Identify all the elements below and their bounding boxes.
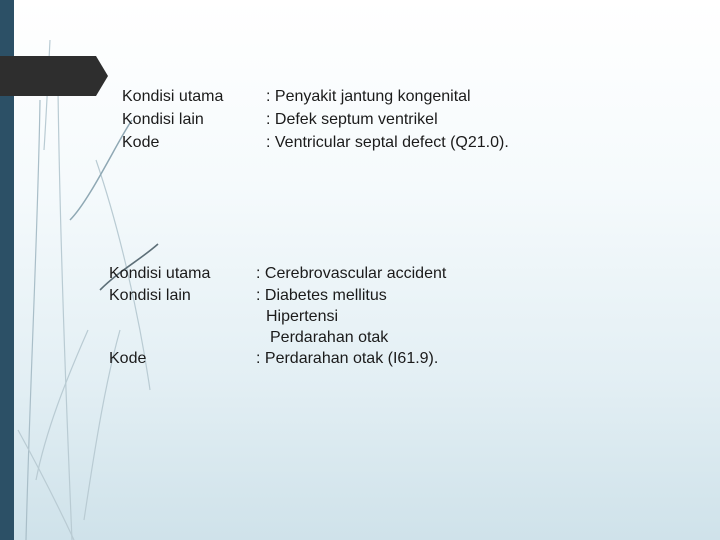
block2-label-other: Kondisi lain: [109, 287, 191, 304]
block1-label-other: Kondisi lain: [122, 111, 204, 128]
block1-value-other: : Defek septum ventrikel: [266, 111, 438, 128]
block1-label-code: Kode: [122, 134, 160, 151]
block1-value-code: : Ventricular septal defect (Q21.0).: [266, 134, 509, 151]
block2-value-main: : Cerebrovascular accident: [256, 265, 447, 282]
block2-value-other-3: Perdarahan otak: [270, 329, 389, 346]
block2-label-main: Kondisi utama: [109, 265, 211, 282]
block2-label-code: Kode: [109, 350, 147, 367]
block2-value-code: : Perdarahan otak (I61.9).: [256, 350, 439, 367]
block2-value-other-2: Hipertensi: [266, 308, 339, 325]
block1-label-main: Kondisi utama: [122, 88, 224, 105]
block2-value-other: : Diabetes mellitus: [256, 287, 387, 304]
block1-value-main: : Penyakit jantung kongenital: [266, 88, 471, 105]
